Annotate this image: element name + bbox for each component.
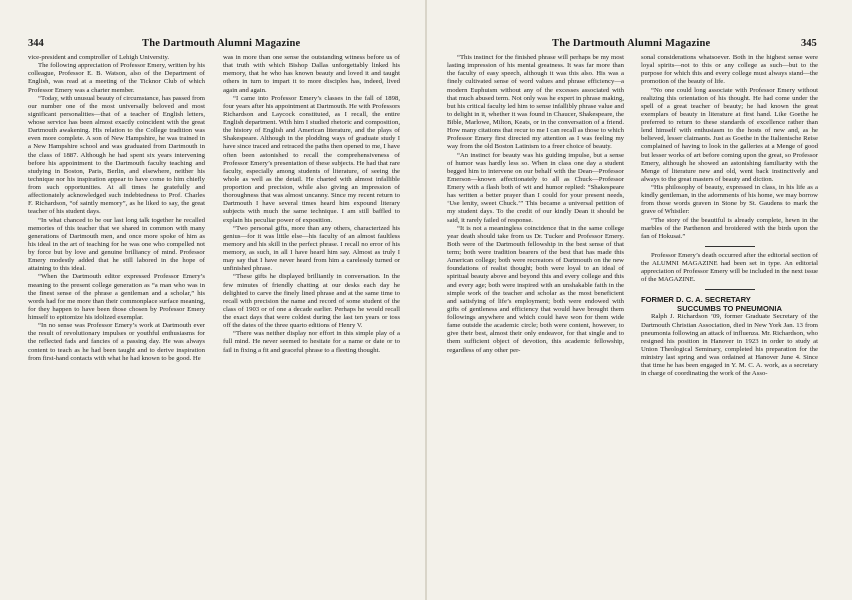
editorial-note: Professor Emery’s death occurred after the editorial section of the ALUMNI MAGAZINE had been set in type. An editorial appreciation of Professor Emery will be included in the next issue of the MAGAZINE. bbox=[641, 251, 818, 284]
left-column-2 bbox=[223, 54, 400, 355]
paragraph: “This instinct for the finished phrase will perhaps be my most lasting impression of his mental greatness. It was far more than the faculty of easy speech, although it was this also. His was a finely cultivated sense of word values and phrase efficiency—a modern Euphuism without any of the excesses associated with that much abused term. Not only was he expert in phrase making, but his critical faculty led him to sense infallibly phrase value and to delight in it, whether it was found in Chaucer, Shakespeare, the Bible, Marlowe, Milton, Keats, or in the conversation of a friend. How many citations that recur to me I can recall as those to which Professor Emery first directed my attention as I was feeling my way from the old Boston Latinism to a freer choice of beauty. bbox=[447, 54, 624, 151]
paragraph: “In no sense was Professor Emery’s work at Dartmouth ever the result of revolutionary impulses or youthful enthusiasms for the reflected fads and fancies of a passing day. He was always content to teach as he had been taught and to derive inspiration from first-hand contacts with what he had known to be good. He bbox=[28, 322, 205, 362]
paragraph: sonal considerations whatsoever. Both in the highest sense were loyal spirits—not to this or any college as such—but to the purpose for which this and every college must always stand—the promotion of the beauty of life. bbox=[641, 54, 818, 86]
section-divider bbox=[705, 289, 755, 290]
paragraph: vice-president and comptroller of Lehigh University. bbox=[28, 54, 170, 61]
paragraph: “I came into Professor Emery’s classes in the fall of 1898, four years after his appointment at Dartmouth. He with Professors Richardson and Laycock constituted, as I recall, the entire English department. With him I studied rhetoric and composition, the history of English and American literature, and the plays of Shakespeare. Although in the plodding ways of graduate study I have since traced and retraced the paths then opened to me, I have often been astonished to recall the comprehensiveness of Professor Emery’s presentation of these subjects. He had that rare faculty, especially among students of literature, of seeing the whole as well as the detail. He charted with almost infallible proportion and precision, while also giving an impression of thoroughness that was almost uncanny. Since my recent return to Dartmouth I have several times heard him expound literary subjects with much the same technique. I am still baffled to explain his peculiar power of exposition. bbox=[223, 94, 400, 224]
right-column-2 bbox=[641, 54, 818, 378]
article-headline bbox=[641, 295, 818, 313]
paragraph: “There was neither display nor effort in this simple play of a full mind. He never seemed to hesitate for a name or date or to fail in fixing a fit and graceful phrase to a fleeting thought. bbox=[223, 330, 400, 354]
paragraph: “When the Dartmouth editor expressed Professor Emery’s meaning to the present college generation as “a man who was in the finest sense of the phrase a gentleman and a scholar,” his words had for me more than their commonplace surface meaning, for they happen to have been those chosen by Professor Emery himself to epitomize his idolized exemplar. bbox=[28, 273, 205, 321]
running-header-right: The Dartmouth Alumni Magazine bbox=[552, 38, 711, 49]
paragraph: “It is not a meaningless coincidence that in the same college year death should take from us Dr. Tucker and Professor Emery. Both were of the Dartmouth fellowship in the best sense of that term; both were tradition bearers of the best that has made this American college; both were recreators of Dartmouth on the new foundations of realist thought; both were loyal to an ideal of spiritual beauty above and beyond this and every college and this and every age; both were inspired with an unshakable faith in the simple work of the teacher and scholar as the most beneficient and satisfying of life’s employment; both were endowed with gifts of gentleness and efficiency that would have brought them followings anywhere and which could have won for them wide fame outside the academic circle; both were content, however, to give their best, almost their only endeavor, for that single and to them sufficient object of devotion, this academic fellowship, regardless of any other per- bbox=[447, 224, 624, 354]
section-divider bbox=[705, 246, 755, 247]
paragraph: “These gifts he displayed brilliantly in conversation. In the few minutes of friendly chatting at our desks each day he delighted to carve the finely lined phrase and at the same time to recall with precision the name and record of some student of the class of 1903 or of one a decade earlier. Perhaps he would recall the exact days that were coldest during the last ten years or toss off the dates of the three quarto editions of Henry V. bbox=[223, 273, 400, 330]
paragraph: Ralph J. Richardson ’09, former Graduate Secretary of the Dartmouth Christian Association, died in New York Jan. 13 from pneumonia following an attack of influenza. Mr. Richardson, who resigned his position in Hanover in 1923 in order to study at Union Theological Seminary, completed his preparation for the ministry last spring and was ordained at Hanover June 4. Since that time he has been engaged in Y. M. C. A. work, as a secretary in charge of coordinating the work of the Asso- bbox=[641, 313, 818, 378]
right-page bbox=[426, 0, 852, 600]
paragraph: “Two personal gifts, more than any others, characterized his genius—for it was little else—his faculty of an almost faultless memory and his skill in the perfect phrase. I recall no error of his memory, as such, in all I have heard him say. Almost as truly I may say that I have never heard from him a carelessly turned or unfinished phrase. bbox=[223, 224, 400, 273]
paragraph: “His philosophy of beauty, expressed in class, in his life as a kindly gentleman, in the adornments of his home, we may borrow from those words graven in Stone by St. Gaudens to mark the grave of Whistler: bbox=[641, 184, 818, 216]
headline-line-2: SUCCUMBS TO PNEUMONIA bbox=[677, 304, 782, 314]
paragraph: The following appreciation of Professor Emery, written by his colleague, Professor E. B. Watson, also of the Department of English, was read at a meeting of the Ticknor Club of which Professor Emery was a charter member. bbox=[28, 62, 205, 94]
paragraph: “In what chanced to be our last long talk together he recalled memories of this teacher that we shared in common with many generations of Dartmouth men, and once more spoke of him as his ideal in the art of teaching for he was one who compelled not by force but by love and genuine brilliancy of mind. Professor Emery modestly added that he still labored in the hope of attaining to this ideal. bbox=[28, 216, 205, 273]
left-column-1 bbox=[28, 54, 205, 363]
paragraph: “No one could long associate with Professor Emery without realizing this orientation of his thought. He had come under the spell of a great teacher of beauty; he had known the great exemplars of beauty in literature at first hand. Like Goethe he preferred to return to these standards of excellence rather than lend himself with enthusiasm to the hosts of new and, as he believed, lesser claimants. Just as Goethe in the Italienische Reise complained of having to look in the galleries at a Menge of good but lesser works of art before coming upon the great, so Professor Emery, although he showed an astonishing familiarity with the Menge of literature new and old, went back instinctively and always to the great masters of beauty and diction. bbox=[641, 86, 818, 183]
page-number-left: 344 bbox=[28, 38, 44, 49]
right-column-1 bbox=[447, 54, 624, 355]
paragraph: “An instinct for beauty was his guiding impulse, but a sense of humor was hardly less so. When in class one day a student begged him to intervene on our behalf with the Dean—Professor Emerson—known affectionately to all as Chuck—Professor Emery with a flash both of wit and humor replied: “Shakespeare has written a better prayer than I could for your present needs, ‘Use lenity, sweet Chuck.’” This became a universal petition of my student days. To the credit of our kindly Dean it should be said, it rarely failed of response. bbox=[447, 151, 624, 224]
paragraph: “The story of the beautiful is already complete, hewn in the marbles of the Parthenon and broidered with the birds upon the fan of Hokusai.” bbox=[641, 216, 818, 240]
headline-line-1: FORMER D. C. A. SECRETARY bbox=[641, 295, 751, 305]
paragraph: “Today, with unusual beauty of circumstance, has passed from our number one of the most universally beloved and most significant personalities—that of a teacher of English letters, whose service has been almost exactly coincident with the great Dartmouth awakening. His relation to the College tradition was even more complete. A son of New Hampshire, he was trained in a New Hampshire school and was graduated from Dartmouth in the class of 1887. Although he had spent six years intervening before his appointment to the Dartmouth faculty teaching and studying in Boston, Paris, Berlin, and elsewhere, neither his technique nor his inspiration appear to have come to him chiefly from such opportunities. At all times he gratefully and affectionately acknowledged such indebtedness to Prof. Charles F. Richardson, “of saintly memory”, as he liked to say, the great teacher of his student days. bbox=[28, 94, 205, 216]
page-number-right: 345 bbox=[801, 38, 817, 49]
running-header-left: The Dartmouth Alumni Magazine bbox=[142, 38, 301, 49]
paragraph: was in more than one sense the outstanding witness before us of that truth with which Bishop Dallas unforgettably linked his memory, that he who has known beauty and loved it and taught others in turn to impart it to more disciples has, indeed, lived again and again. bbox=[223, 54, 400, 94]
